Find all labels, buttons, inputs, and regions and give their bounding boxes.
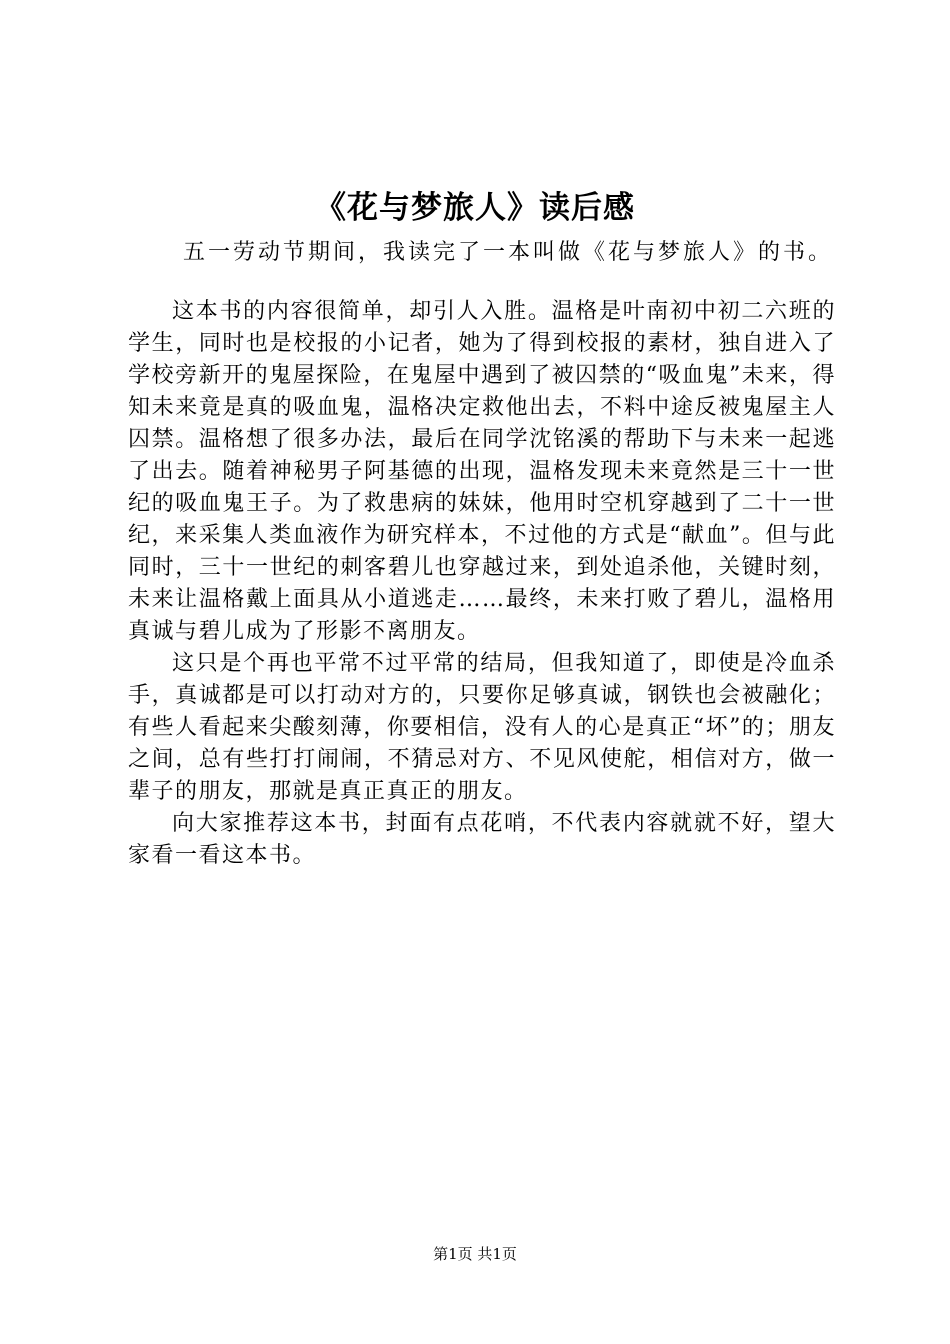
document-title: 《花与梦旅人》读后感: [315, 190, 635, 226]
body-paragraph-3: 向大家推荐这本书，封面有点花哨，不代表内容就就不好，望大家看一看这本书。: [128, 811, 836, 868]
intro-paragraph: 五一劳动节期间，我读完了一本叫做《花与梦旅人》的书。: [183, 240, 834, 265]
body-paragraph-1: 这本书的内容很简单，却引人入胜。温格是叶南初中初二六班的学生，同时也是校报的小记者，她为了得到校报的素材，独自进入了学校旁新开的鬼屋探险，在鬼屋中遇到了被囚禁的“吸血鬼”未来，得知未来竟是真的吸血鬼，温格决定救他出去，不料中途反被鬼屋主人囚禁。温格想了很多办法，最后在同学沈铭溪的帮助下与未来一起逃了出去。随着神秘男子阿基德的出现，温格发现未来竟然是三十一世纪的吸血鬼王子。为了救患病的妹妹，他用时空机穿越到了二十一世纪，来采集人类血液作为研究样本，不过他的方式是“献血”。但与此同时，三十一世纪的刺客碧儿也穿越过来，到处追杀他，关键时刻，未来让温格戴上面具从小道逃走……最终，未来打败了碧儿，温格用真诚与碧儿成为了形影不离朋友。: [128, 299, 836, 644]
page-footer: 第1页 共1页: [433, 1245, 517, 1263]
body-paragraph-2: 这只是个再也平常不过平常的结局，但我知道了，即使是冷血杀手，真诚都是可以打动对方的，只要你足够真诚，钢铁也会被融化；有些人看起来尖酸刻薄，你要相信，没有人的心是真正“坏”的；朋友之间，总有些打打闹闹，不猜忌对方、不见风使舵，相信对方，做一辈子的朋友，那就是真正真正的朋友。: [128, 651, 836, 804]
document-body: [128, 296, 836, 872]
